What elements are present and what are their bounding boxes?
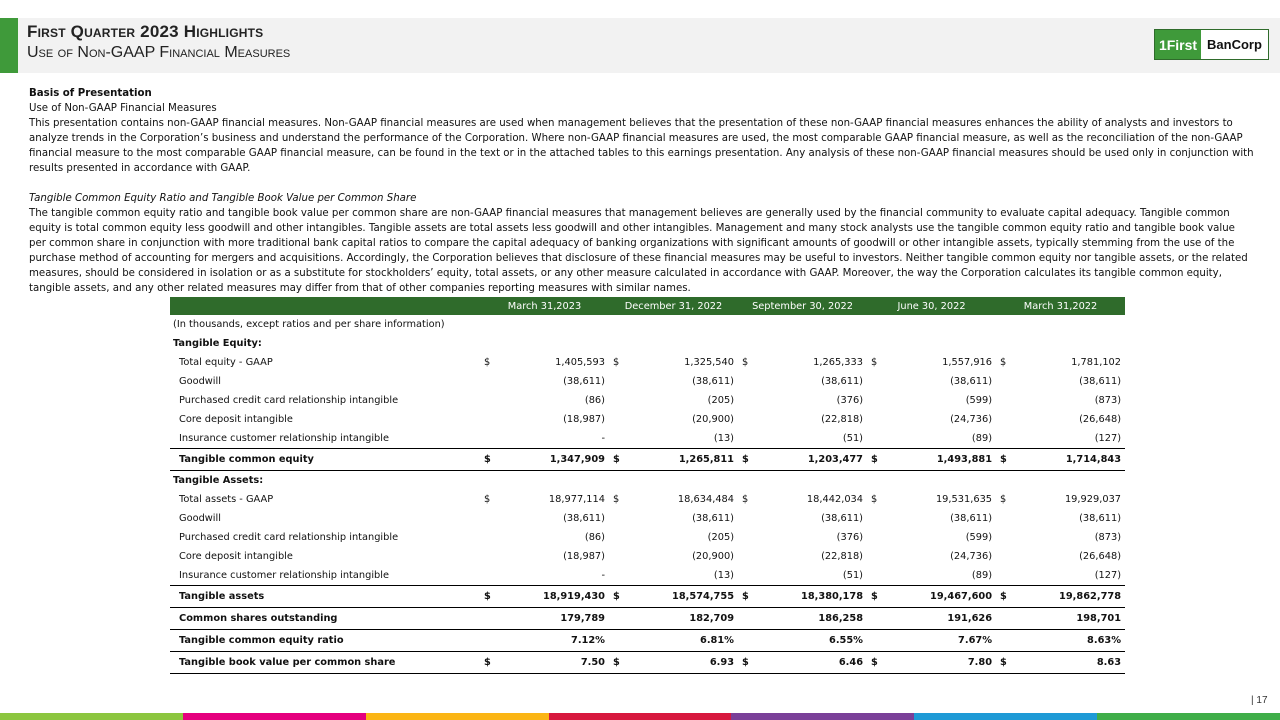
currency-symbol xyxy=(738,391,756,410)
table-cell: (51) xyxy=(756,566,867,586)
table-cell: 198,701 xyxy=(1014,608,1125,630)
currency-symbol xyxy=(996,509,1014,528)
currency-symbol xyxy=(738,630,756,652)
table-cell: 7.67% xyxy=(885,630,996,652)
footer-bar-segment xyxy=(0,713,183,720)
table-cell: (873) xyxy=(1094,395,1122,406)
currency-symbol: $ xyxy=(996,652,1014,674)
basis-section xyxy=(29,86,1254,296)
currency-symbol xyxy=(867,528,885,547)
table-cell: 18,442,034 xyxy=(806,494,864,505)
table-cell: (38,611) xyxy=(821,513,864,524)
currency-symbol xyxy=(609,566,627,586)
currency-symbol: $ xyxy=(867,652,885,674)
row-label: Core deposit intangible xyxy=(179,414,293,425)
table-cell: (86) xyxy=(584,395,605,406)
table-cell: 1,557,916 xyxy=(942,357,993,368)
table-cell: 19,531,635 xyxy=(935,494,993,505)
table-cell: 18,919,430 xyxy=(498,586,609,608)
table-cell: 8.63% xyxy=(1014,630,1125,652)
currency-symbol xyxy=(738,566,756,586)
table-cell: (599) xyxy=(965,395,993,406)
table-row xyxy=(170,547,1125,566)
table-cell: 7.50 xyxy=(498,652,609,674)
table-cell: 1,405,593 xyxy=(555,357,605,368)
table-cell: (38,611) xyxy=(692,376,735,387)
table-cell: (22,818) xyxy=(821,414,864,425)
footer-bar-segment xyxy=(366,713,549,720)
table-row xyxy=(170,429,1125,449)
footer-bar-segment xyxy=(183,713,366,720)
table-cell: (26,648) xyxy=(1079,551,1122,562)
currency-symbol xyxy=(867,372,885,391)
currency-symbol xyxy=(996,630,1014,652)
table-cell: (38,611) xyxy=(950,376,993,387)
table-row xyxy=(170,586,1125,608)
firstbancorp-logo xyxy=(1154,29,1269,60)
table-cell: 18,977,114 xyxy=(548,494,605,505)
basis-heading: Basis of Presentation xyxy=(29,88,152,99)
currency-symbol xyxy=(609,372,627,391)
page-number: | 17 xyxy=(1251,695,1268,706)
row-label: Common shares outstanding xyxy=(170,608,480,630)
col-header: March 31,2023 xyxy=(480,297,609,315)
table-cell: - xyxy=(498,566,609,586)
currency-symbol: $ xyxy=(742,357,749,368)
currency-symbol xyxy=(996,429,1014,449)
table-row xyxy=(170,490,1125,509)
currency-symbol: $ xyxy=(609,652,627,674)
col-header: June 30, 2022 xyxy=(867,297,996,315)
table-cell: (38,611) xyxy=(692,513,735,524)
logo-first: 1First xyxy=(1155,30,1201,59)
currency-symbol xyxy=(609,429,627,449)
currency-symbol xyxy=(996,608,1014,630)
table-header-row xyxy=(170,297,1125,315)
row-label: Goodwill xyxy=(179,513,221,524)
currency-symbol xyxy=(609,547,627,566)
table-cell: (13) xyxy=(627,566,738,586)
currency-symbol xyxy=(480,509,498,528)
table-cell: (89) xyxy=(885,566,996,586)
currency-symbol xyxy=(867,547,885,566)
table-cell: (20,900) xyxy=(692,414,735,425)
table-cell: 1,325,540 xyxy=(684,357,735,368)
currency-symbol xyxy=(480,608,498,630)
currency-symbol xyxy=(609,630,627,652)
currency-symbol: $ xyxy=(480,449,498,471)
currency-symbol xyxy=(996,528,1014,547)
basis-subheading: Use of Non-GAAP Financial Measures xyxy=(29,103,217,114)
currency-symbol: $ xyxy=(742,494,749,505)
table-cell: (127) xyxy=(1014,566,1125,586)
currency-symbol: $ xyxy=(613,357,620,368)
table-cell: (13) xyxy=(627,429,738,449)
tce-heading: Tangible Common Equity Ratio and Tangible Book Value per Common Share xyxy=(29,193,417,204)
currency-symbol xyxy=(996,547,1014,566)
currency-symbol xyxy=(867,566,885,586)
currency-symbol xyxy=(738,608,756,630)
table-cell: 1,347,909 xyxy=(498,449,609,471)
table-row xyxy=(170,528,1125,547)
currency-symbol: $ xyxy=(484,357,491,368)
table-cell: 18,574,755 xyxy=(627,586,738,608)
header-blank xyxy=(170,297,480,315)
table-cell: (205) xyxy=(707,532,735,543)
table-note: (In thousands, except ratios and per share information) xyxy=(173,319,445,330)
currency-symbol xyxy=(480,372,498,391)
table-cell: (51) xyxy=(756,429,867,449)
row-label: Tangible assets xyxy=(170,586,480,608)
currency-symbol xyxy=(738,372,756,391)
col-header: September 30, 2022 xyxy=(738,297,867,315)
table-note-row xyxy=(170,315,1125,334)
table-cell: (89) xyxy=(885,429,996,449)
table-row xyxy=(170,630,1125,652)
currency-symbol: $ xyxy=(1000,494,1007,505)
table-cell: (38,611) xyxy=(1079,513,1122,524)
table-cell: 18,634,484 xyxy=(677,494,735,505)
currency-symbol xyxy=(609,608,627,630)
table-row xyxy=(170,509,1125,528)
table-cell: 1,781,102 xyxy=(1071,357,1122,368)
currency-symbol xyxy=(480,429,498,449)
currency-symbol xyxy=(867,608,885,630)
non-gaap-reconciliation-table xyxy=(170,297,1125,674)
page-subtitle: Use of Non-GAAP Financial Measures xyxy=(27,44,291,61)
row-label: Total equity - GAAP xyxy=(179,357,273,368)
table-cell: (20,900) xyxy=(692,551,735,562)
currency-symbol xyxy=(609,528,627,547)
currency-symbol: $ xyxy=(613,494,620,505)
currency-symbol xyxy=(738,547,756,566)
table-cell: (18,987) xyxy=(563,551,605,562)
table-cell: 7.80 xyxy=(885,652,996,674)
footer-color-bar xyxy=(0,713,1280,720)
currency-symbol: $ xyxy=(996,586,1014,608)
table-cell: (38,611) xyxy=(1079,376,1122,387)
row-label: Tangible common equity xyxy=(170,449,480,471)
logo-bancorp: BanCorp xyxy=(1207,37,1262,52)
table-row xyxy=(170,449,1125,471)
currency-symbol: $ xyxy=(1000,357,1007,368)
footer-bar-segment xyxy=(1097,713,1280,720)
row-label: Tangible book value per common share xyxy=(170,652,480,674)
row-label: Insurance customer relationship intangible xyxy=(179,433,390,444)
currency-symbol xyxy=(480,630,498,652)
table-cell: (376) xyxy=(836,395,864,406)
section-row xyxy=(170,334,1125,353)
header-accent-bar xyxy=(0,18,18,73)
currency-symbol xyxy=(738,528,756,547)
basis-paragraph-1: This presentation contains non-GAAP financial measures. Non-GAAP financial measures are used when management believes that the presentation of these non-GAAP financial measures enhances the ability of analysts and investors to analyze trends in the Corporation’s business and understand the performance of the Corporation. Where non-GAAP financial measures are used, the most comparable GAAP financial measure, as well as the reconciliation of the non-GAAP financial measure to the most comparable GAAP financial measure, can be found in the text or in the attached tables to this earnings presentation. Any analysis of these non-GAAP financial measures should be used only in conjunction with results presented in accordance with GAAP. xyxy=(29,118,1254,174)
table-cell: 6.81% xyxy=(627,630,738,652)
table-row xyxy=(170,391,1125,410)
currency-symbol: $ xyxy=(867,449,885,471)
currency-symbol xyxy=(480,547,498,566)
currency-symbol xyxy=(996,410,1014,429)
row-label: Core deposit intangible xyxy=(179,551,293,562)
table-row xyxy=(170,410,1125,429)
currency-symbol: $ xyxy=(480,586,498,608)
table-cell: - xyxy=(498,429,609,449)
currency-symbol: $ xyxy=(871,494,878,505)
currency-symbol: $ xyxy=(609,449,627,471)
currency-symbol: $ xyxy=(484,494,491,505)
table-cell: (376) xyxy=(836,532,864,543)
table-cell: 19,862,778 xyxy=(1014,586,1125,608)
currency-symbol: $ xyxy=(867,586,885,608)
currency-symbol: $ xyxy=(871,357,878,368)
table-cell: 8.63 xyxy=(1014,652,1125,674)
table-cell: (38,611) xyxy=(563,376,605,387)
currency-symbol xyxy=(480,566,498,586)
table-cell: (205) xyxy=(707,395,735,406)
currency-symbol: $ xyxy=(738,586,756,608)
table-row xyxy=(170,372,1125,391)
currency-symbol xyxy=(996,566,1014,586)
table-cell: (22,818) xyxy=(821,551,864,562)
table-cell: (24,736) xyxy=(950,414,993,425)
row-label: Goodwill xyxy=(179,376,221,387)
table-cell: 19,929,037 xyxy=(1064,494,1122,505)
row-label: Total assets - GAAP xyxy=(179,494,274,505)
row-label: Insurance customer relationship intangible xyxy=(179,570,390,581)
table-cell: 6.46 xyxy=(756,652,867,674)
table-row xyxy=(170,566,1125,586)
page-title: First Quarter 2023 Highlights xyxy=(27,22,264,41)
section-heading-equity: Tangible Equity: xyxy=(173,338,262,349)
currency-symbol xyxy=(738,410,756,429)
table-cell: 1,714,843 xyxy=(1014,449,1125,471)
table-cell: 6.93 xyxy=(627,652,738,674)
table-cell: 1,265,333 xyxy=(813,357,864,368)
currency-symbol xyxy=(996,372,1014,391)
table-cell: (599) xyxy=(965,532,993,543)
section-row xyxy=(170,471,1125,491)
currency-symbol xyxy=(867,410,885,429)
table-row xyxy=(170,353,1125,372)
footer-bar-segment xyxy=(549,713,732,720)
col-header: December 31, 2022 xyxy=(609,297,738,315)
currency-symbol xyxy=(609,509,627,528)
table-cell: 1,203,477 xyxy=(756,449,867,471)
row-label: Purchased credit card relationship intangible xyxy=(179,532,399,543)
currency-symbol xyxy=(609,410,627,429)
currency-symbol: $ xyxy=(996,449,1014,471)
row-label: Tangible common equity ratio xyxy=(170,630,480,652)
table-cell: 7.12% xyxy=(498,630,609,652)
footer-bar-segment xyxy=(914,713,1097,720)
table-cell: (86) xyxy=(584,532,605,543)
currency-symbol xyxy=(867,509,885,528)
table-cell: (38,611) xyxy=(563,513,605,524)
currency-symbol xyxy=(738,429,756,449)
table-cell: (38,611) xyxy=(821,376,864,387)
table-cell: (24,736) xyxy=(950,551,993,562)
table-cell: 179,789 xyxy=(498,608,609,630)
table-cell: 182,709 xyxy=(627,608,738,630)
currency-symbol xyxy=(867,630,885,652)
currency-symbol: $ xyxy=(738,652,756,674)
section-heading-assets: Tangible Assets: xyxy=(173,475,264,486)
table-cell: (18,987) xyxy=(563,414,605,425)
currency-symbol xyxy=(738,509,756,528)
currency-symbol xyxy=(996,391,1014,410)
basis-paragraph-2: The tangible common equity ratio and tangible book value per common share are non-GAAP financial measures that management believes are generally used by the financial community to evaluate capital adequacy. Tangible common equity is total common equity less goodwill and other intangibles. Tangible assets are total assets less goodwill and other intangibles. Management and many stock analysts use the tangible common equity ratio and tangible book value per common share in conjunction with more traditional bank capital ratios to compare the capital adequacy of banking organizations with significant amounts of goodwill or other intangible assets, typically stemming from the use of the purchase method of accounting for mergers and acquisitions. Accordingly, the Corporation believes that disclosure of these financial measures may be useful to investors. Neither tangible common equity nor tangible assets, or the related measures, should be considered in isolation or as a substitute for stockholders’ equity, total assets, or any other measure calculated in accordance with GAAP. Moreover, the way the Corporation calculates its tangible common equity, tangible assets, and any other related measures may differ from that of other companies reporting measures with similar names. xyxy=(29,208,1248,294)
currency-symbol xyxy=(609,391,627,410)
currency-symbol xyxy=(480,391,498,410)
table-cell: 191,626 xyxy=(885,608,996,630)
currency-symbol: $ xyxy=(480,652,498,674)
table-cell: (873) xyxy=(1094,532,1122,543)
table-cell: 186,258 xyxy=(756,608,867,630)
col-header: March 31,2022 xyxy=(996,297,1125,315)
table-cell: 6.55% xyxy=(756,630,867,652)
row-label: Purchased credit card relationship intangible xyxy=(179,395,399,406)
table-cell: (26,648) xyxy=(1079,414,1122,425)
currency-symbol xyxy=(480,528,498,547)
currency-symbol: $ xyxy=(609,586,627,608)
currency-symbol xyxy=(480,410,498,429)
table-cell: (127) xyxy=(1014,429,1125,449)
currency-symbol xyxy=(867,391,885,410)
table-row xyxy=(170,608,1125,630)
currency-symbol xyxy=(867,429,885,449)
table-cell: 1,493,881 xyxy=(885,449,996,471)
table-row xyxy=(170,652,1125,674)
table-cell: 18,380,178 xyxy=(756,586,867,608)
table-cell: 19,467,600 xyxy=(885,586,996,608)
table-cell: 1,265,811 xyxy=(627,449,738,471)
table-cell: (38,611) xyxy=(950,513,993,524)
currency-symbol: $ xyxy=(738,449,756,471)
footer-bar-segment xyxy=(731,713,914,720)
